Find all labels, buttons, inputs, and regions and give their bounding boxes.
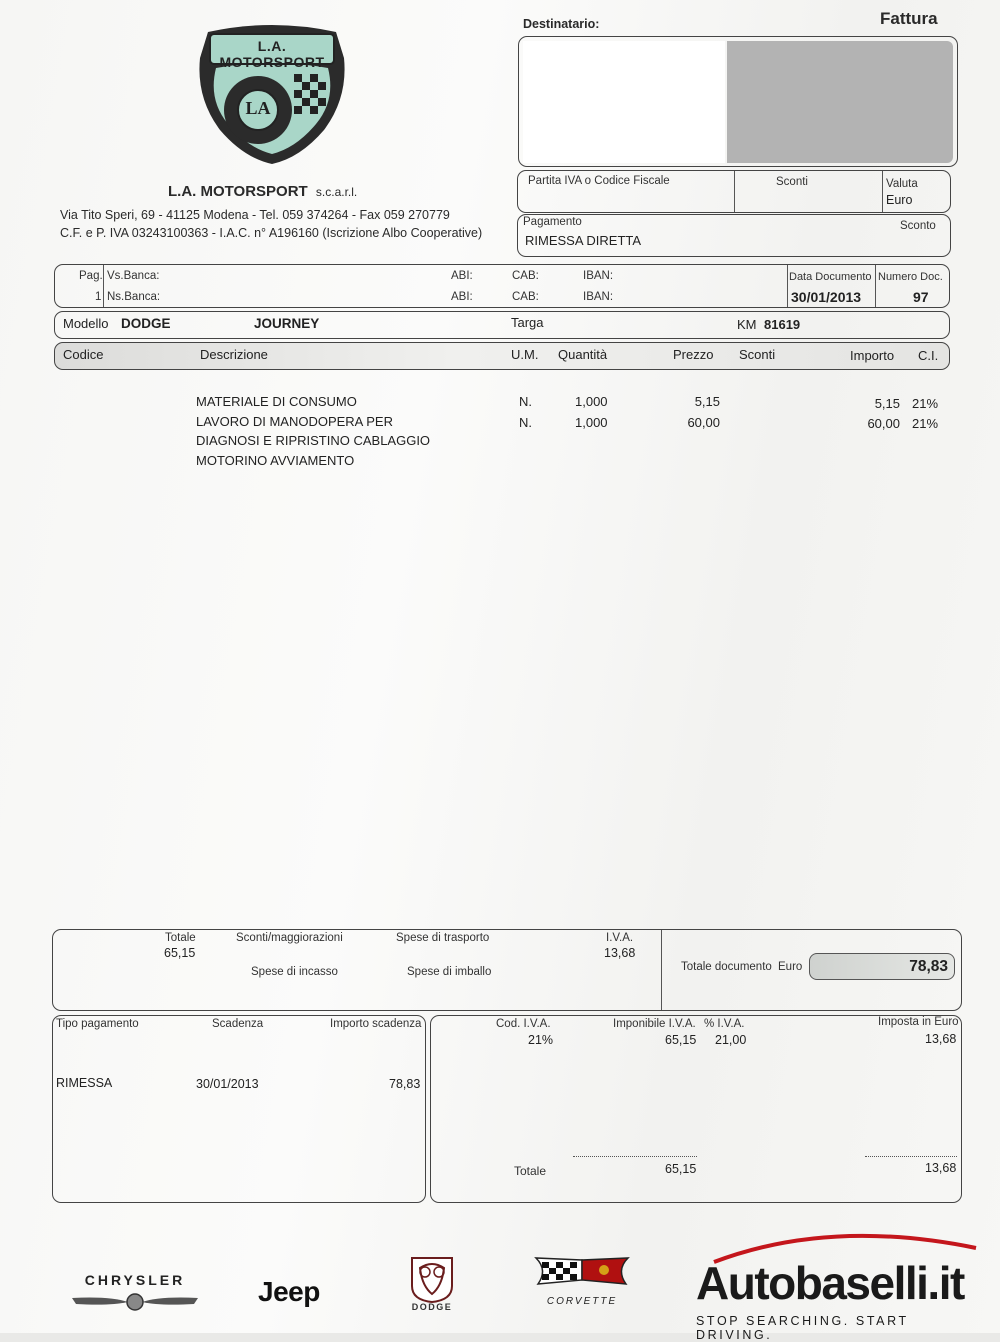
chrysler-wordmark: CHRYSLER [84, 1272, 186, 1288]
row-1-quantita: 1,000 [575, 394, 608, 409]
row-1-um: N. [519, 394, 532, 409]
chrysler-logo [58, 1272, 212, 1318]
vat-summary-box [430, 1015, 962, 1203]
company-address: Via Tito Speri, 69 - 41125 Modena - Tel. 059 374264 - Fax 059 270779 [60, 208, 450, 222]
recipient-box [518, 36, 958, 167]
vehicle-make: DODGE [121, 316, 171, 331]
header-um: U.M. [511, 347, 539, 362]
totale-documento-value: 78,83 [909, 958, 948, 975]
header-codice: Codice [63, 347, 104, 362]
corvette-wordmark: CORVETTE [546, 1296, 618, 1307]
company-name-text: L.A. MOTORSPORT [168, 183, 308, 200]
iva-label: I.V.A. [606, 932, 634, 944]
euro-label: Euro [778, 961, 803, 973]
recipient-redacted-right [727, 41, 953, 163]
jeep-logo: Jeep [258, 1276, 320, 1307]
autobaselli-tagline: STOP SEARCHING. START DRIVING. [696, 1314, 909, 1342]
cab-label-1: CAB: [512, 270, 539, 282]
km-label: KM [737, 317, 757, 332]
pagamento-value: RIMESSA DIRETTA [525, 233, 642, 248]
vat-totale-imponibile: 65,15 [665, 1162, 697, 1176]
dodge-wordmark: DODGE [411, 1302, 453, 1312]
header-importo: Importo [850, 348, 895, 363]
iban-label-2: IBAN: [583, 291, 614, 303]
spese-incasso-label: Spese di incasso [251, 966, 338, 978]
pagamento-label: Pagamento [523, 216, 582, 228]
tipo-pagamento-value: RIMESSA [56, 1076, 113, 1090]
items-table-header [54, 342, 950, 370]
company-logo [196, 18, 348, 166]
row-1-importo: 5,15 [874, 396, 900, 411]
vs-banca-label: Vs.Banca: [107, 270, 160, 282]
imposta-label: Imposta in Euro [878, 1016, 959, 1028]
totale-imposta-rule [865, 1156, 957, 1157]
row-4-descrizione: MOTORINO AVVIAMENTO [196, 453, 355, 468]
totale-value: 65,15 [164, 946, 196, 960]
row-3-descrizione: DIAGNOSI E RIPRISTINO CABLAGGIO [196, 433, 431, 448]
vat-totale-label: Totale [514, 1164, 547, 1178]
header-prezzo: Prezzo [673, 347, 714, 362]
autobaselli-watermark [690, 1226, 990, 1342]
dodge-ram-icon [398, 1256, 466, 1304]
pag-value: 1 [95, 291, 102, 303]
totale-documento-field [809, 953, 955, 980]
iban-label-1: IBAN: [583, 270, 614, 282]
header-quantita: Quantità [558, 347, 608, 362]
corvette-flags-icon [528, 1254, 636, 1294]
perc-iva-label: % I.V.A. [704, 1018, 745, 1030]
payment-schedule-box [52, 1015, 426, 1203]
cod-iva-value: 21% [528, 1033, 554, 1047]
imponibile-label: Imponibile I.V.A. [613, 1018, 696, 1030]
abi-label-2: ABI: [451, 291, 473, 303]
perc-iva-value: 21,00 [715, 1033, 747, 1047]
cab-label-2: CAB: [512, 291, 539, 303]
km-value: 81619 [764, 317, 801, 332]
company-name [168, 183, 357, 200]
row-2-um: N. [519, 415, 532, 430]
header-sconti: Sconti [739, 347, 776, 362]
numero-doc-value: 97 [913, 289, 929, 305]
partita-iva-label: Partita IVA o Codice Fiscale [528, 175, 670, 187]
totals-box [52, 929, 962, 1011]
header-descrizione: Descrizione [200, 347, 268, 362]
scadenza-label: Scadenza [212, 1018, 264, 1030]
vehicle-box [54, 311, 950, 339]
data-documento-label: Data Documento [789, 271, 872, 283]
valuta-label: Valuta [886, 178, 918, 190]
sconto-label: Sconto [900, 220, 936, 232]
dodge-logo [398, 1256, 466, 1316]
corvette-logo [528, 1254, 636, 1312]
ns-banca-label: Ns.Banca: [107, 291, 161, 303]
row-1-prezzo: 5,15 [694, 394, 720, 409]
spese-imballo-label: Spese di imballo [407, 966, 492, 978]
pag-label: Pag. [79, 270, 103, 282]
logo-text: L.A. MOTORSPORT [219, 38, 325, 70]
numero-doc-label: Numero Doc. [878, 271, 943, 283]
row-1-descrizione: MATERIALE DI CONSUMO [196, 394, 357, 409]
sconti-label: Sconti [776, 176, 808, 188]
modello-label: Modello [63, 316, 109, 331]
row-2-prezzo: 60,00 [687, 415, 720, 430]
data-documento-value: 30/01/2013 [791, 289, 862, 305]
recipient-label: Destinatario: [523, 17, 600, 31]
iva-value: 13,68 [604, 946, 636, 960]
imponibile-value: 65,15 [665, 1033, 697, 1047]
importo-scadenza-value: 78,83 [389, 1077, 421, 1091]
document-type: Fattura [880, 9, 938, 28]
row-2-descrizione: LAVORO DI MANODOPERA PER [196, 414, 393, 429]
spese-trasporto-label: Spese di trasporto [396, 932, 490, 944]
header-ci: C.I. [918, 348, 939, 363]
recipient-redacted-left [523, 41, 725, 163]
importo-scadenza-label: Importo scadenza [330, 1018, 422, 1030]
row-2-importo: 60,00 [867, 416, 900, 431]
vat-totale-imposta: 13,68 [925, 1161, 957, 1175]
tipo-pagamento-label: Tipo pagamento [56, 1018, 139, 1030]
abi-label-1: ABI: [451, 270, 473, 282]
company-tax: C.F. e P. IVA 03243100363 - I.A.C. n° A196160 (Iscrizione Albo Cooperative) [60, 226, 483, 240]
cod-iva-label: Cod. I.V.A. [496, 1018, 551, 1030]
totale-label: Totale [165, 932, 196, 944]
tax-box [517, 170, 951, 213]
imposta-value: 13,68 [925, 1032, 957, 1046]
row-1-ci: 21% [912, 396, 939, 411]
chrysler-wings-icon [70, 1292, 200, 1312]
company-suffix: s.c.a.r.l. [315, 185, 358, 199]
vehicle-model: JOURNEY [254, 316, 320, 331]
totale-imponibile-rule [573, 1156, 697, 1157]
bank-box [54, 264, 950, 308]
payment-method-box [517, 214, 951, 257]
totale-documento-label: Totale documento [681, 961, 772, 973]
autobaselli-wordmark: Autobaselli.it [696, 1257, 964, 1309]
valuta-value: Euro [886, 193, 913, 207]
scadenza-value: 30/01/2013 [196, 1077, 259, 1091]
sconti-maggiorazioni-label: Sconti/maggiorazioni [236, 932, 343, 944]
targa-label: Targa [511, 315, 544, 330]
row-2-ci: 21% [912, 416, 939, 431]
logo-initials: LA [245, 98, 271, 118]
row-2-quantita: 1,000 [575, 415, 608, 430]
